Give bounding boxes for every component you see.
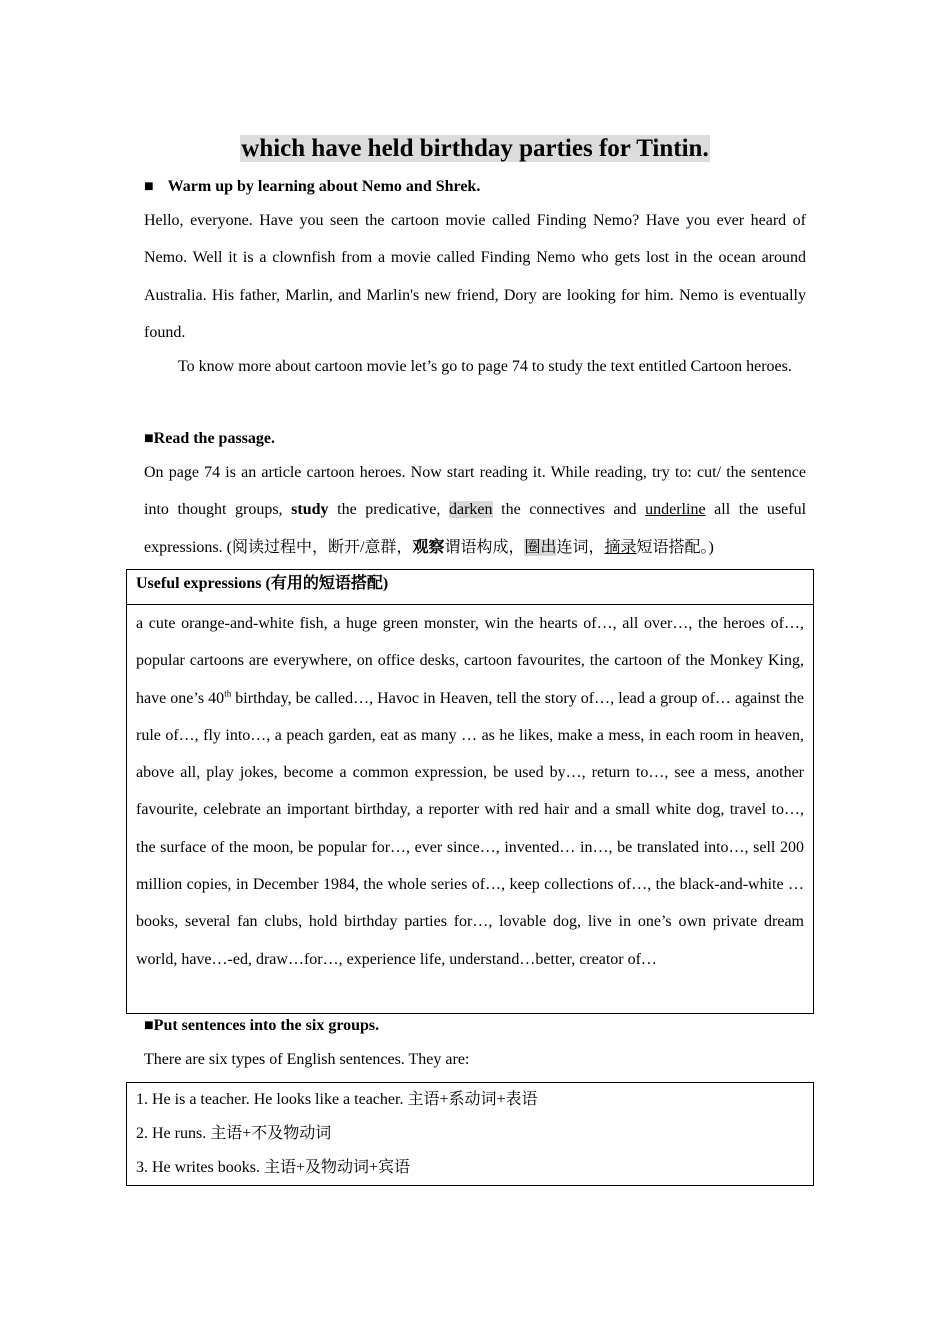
useful-expressions-header: Useful expressions (有用的短语搭配) — [127, 570, 813, 605]
warmup-heading — [144, 176, 480, 198]
read-text-4: all the useful expressions. (阅读过程中，断开/意群， — [144, 501, 807, 556]
read-text-5: 谓语构成， — [444, 538, 525, 556]
warmup-paragraph-1: Hello, everyone. Have you seen the cartoon movie called Finding Nemo? Have you ever heard of Nemo. Well it is a clownfish from a movie called Finding Nemo who gets lost in the ocean around Australia. His father, Marlin, and Marlin's new friend, Dory are looking for him. Nemo is eventually found. — [144, 212, 806, 341]
groups-heading: ■Put sentences into the six groups. — [144, 1017, 380, 1034]
warmup-heading-text: Warm up by learning about Nemo and Shrek. — [167, 178, 481, 195]
underline-keyword: underline — [645, 501, 706, 519]
page-title — [0, 132, 950, 166]
read-text-1: On page 74 is an article cartoon heroes. Now start reading it. While reading, try to: cut/ the sentence into thought groups, — [144, 464, 806, 519]
useful-expressions-table — [126, 569, 814, 1014]
warmup-paragraph-2: To know more about cartoon movie let’s go to page 74 to study the text entitled Cartoon heroes. — [178, 358, 792, 375]
read-text-6: 连词， — [556, 538, 605, 556]
study-keyword: study — [291, 501, 329, 519]
groups-intro: There are six types of English sentences. They are: — [144, 1051, 470, 1068]
darken-keyword: darken — [448, 501, 493, 519]
useful-expressions-body — [127, 605, 813, 978]
page-title-text: which have held birthday parties for Tintin. — [241, 135, 709, 162]
read-paragraph — [144, 454, 806, 566]
useful-text-b: birthday, be called…, Havoc in Heaven, tell the story of…, lead a group of… against the rule of…, fly into…, a peach garden, eat as many … as he likes, make a mess, in each room in heaven, above all, play jokes, become a common expression, be used by…, return to…, see a mess, another favourite, celebrate an important birthday, a reporter with red hair and a small white dog, travel to…, the surface of the moon, be popular for…, ever since…, invented… in…, be translated into…, sell 200 million copies, in December 1984, the whole series of…, keep collections of…, the black-and-white …books, several fan clubs, hold birthday parties for…, lovable dog, live in one’s own private dream world, have…-ed, draw…for…, experience life, understand…better, creator of… — [136, 689, 804, 968]
read-heading: ■Read the passage. — [144, 430, 275, 447]
sentence-type-row: 2. He runs. 主语+不及物动词 — [136, 1125, 332, 1142]
extract-keyword: 摘录 — [604, 538, 637, 556]
sentence-type-row: 1. He is a teacher. He looks like a teacher. 主语+系动词+表语 — [136, 1091, 538, 1108]
square-bullet-icon: ■ — [144, 178, 154, 195]
observe-keyword: 观察 — [412, 538, 445, 556]
read-text-7: 短语搭配。) — [636, 538, 714, 556]
read-text-3: the connectives and — [492, 501, 646, 519]
circle-keyword: 圈出 — [524, 538, 557, 556]
ordinal-superscript: th — [224, 688, 232, 699]
read-text-2: the predicative, — [328, 501, 449, 519]
sentence-types-table — [126, 1082, 814, 1186]
sentence-type-row: 3. He writes books. 主语+及物动词+宾语 — [136, 1159, 411, 1176]
useful-text-a: a cute orange-and-white fish, a huge green monster, win the hearts of…, all over…, the heroes of…, popular cartoons are everywhere, on office desks, cartoon favourites, the cartoon of the Monkey King, have one’s 40 — [136, 615, 804, 707]
